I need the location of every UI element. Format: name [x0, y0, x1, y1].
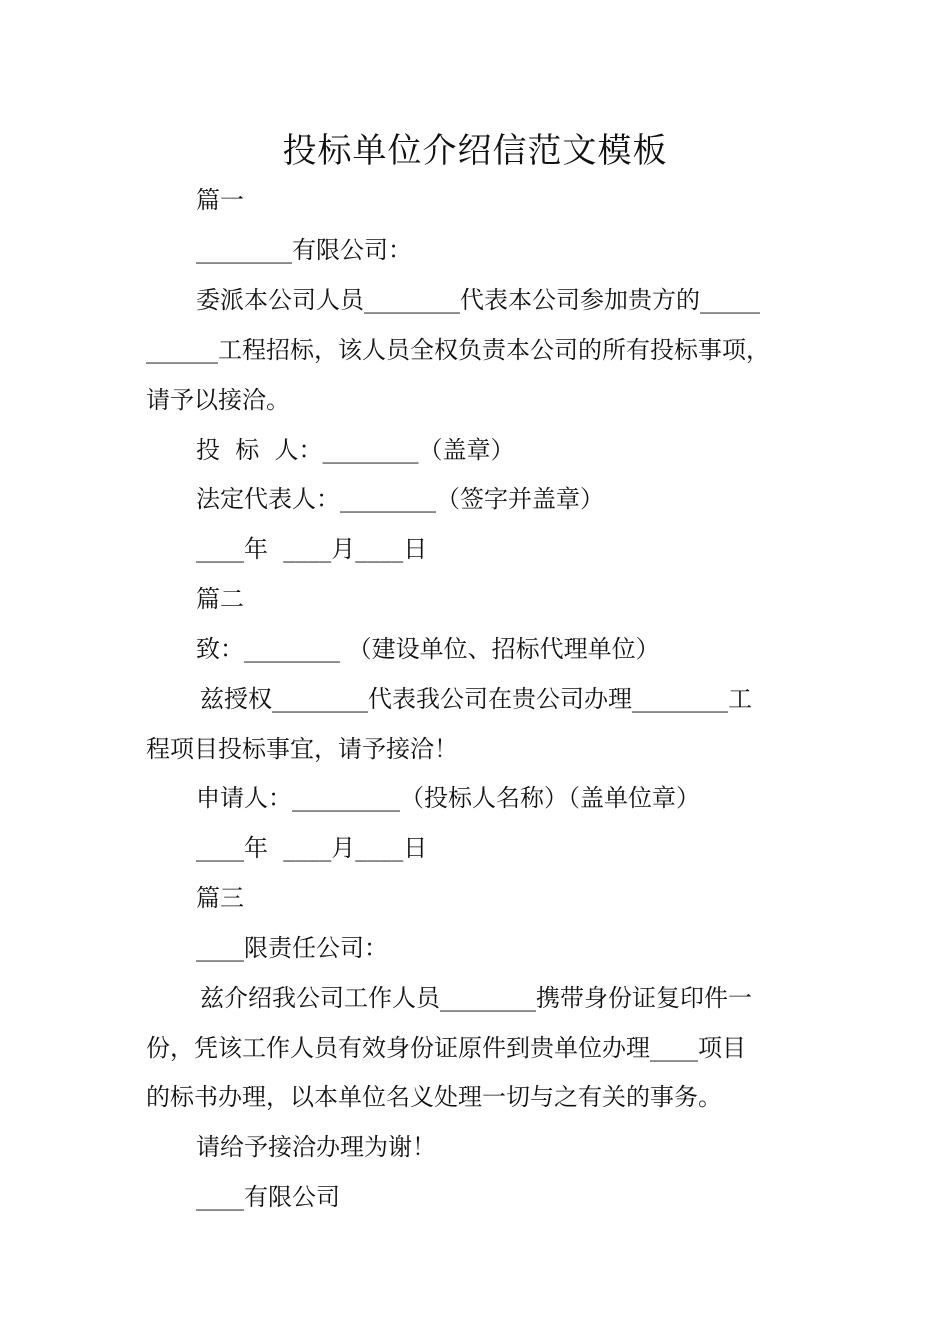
- section3-body-line1: 兹介绍我公司工作人员________携带身份证复印件一: [200, 984, 752, 1012]
- section2-heading: 篇二: [196, 585, 244, 613]
- section3-closing: 请给予接洽办理为谢！: [196, 1133, 436, 1161]
- section1-heading: 篇一: [196, 186, 244, 214]
- document-title: 投标单位介绍信范文模板: [282, 131, 668, 171]
- section3-body-line3: 的标书办理，以本单位名义处理一切与之有关的事务。: [146, 1083, 722, 1111]
- section2-to: 致：________ （建设单位、招标代理单位）: [196, 635, 660, 663]
- section3-body-line2: 份，凭该工作人员有效身份证原件到贵单位办理____项目: [146, 1034, 746, 1062]
- section1-date: ____年 ____月____日: [196, 535, 428, 563]
- section1-body-line1: 委派本公司人员________代表本公司参加贵方的_____: [196, 286, 760, 314]
- section1-body-line2: ______工程招标，该人员全权负责本公司的所有投标事项，: [146, 336, 770, 364]
- section3-signature: ____有限公司: [196, 1183, 340, 1211]
- section2-body-line1: 兹授权________代表我公司在贵公司办理________工: [200, 685, 752, 713]
- section3-addressee: ____限责任公司：: [196, 934, 388, 962]
- section1-addressee: ________有限公司：: [196, 236, 412, 264]
- section3-heading: 篇三: [196, 884, 244, 912]
- section2-body-line2: 程项目投标事宜，请予接洽！: [146, 735, 458, 763]
- section1-bidder: 投 标 人：________（盖章）: [196, 436, 515, 464]
- section2-date: ____年 ____月____日: [196, 834, 428, 862]
- section1-legal-rep: 法定代表人：________（签字并盖章）: [196, 485, 604, 513]
- section2-applicant: 申请人：_________（投标人名称）（盖单位章）: [196, 784, 700, 812]
- section1-body-line3: 请予以接洽。: [146, 386, 290, 414]
